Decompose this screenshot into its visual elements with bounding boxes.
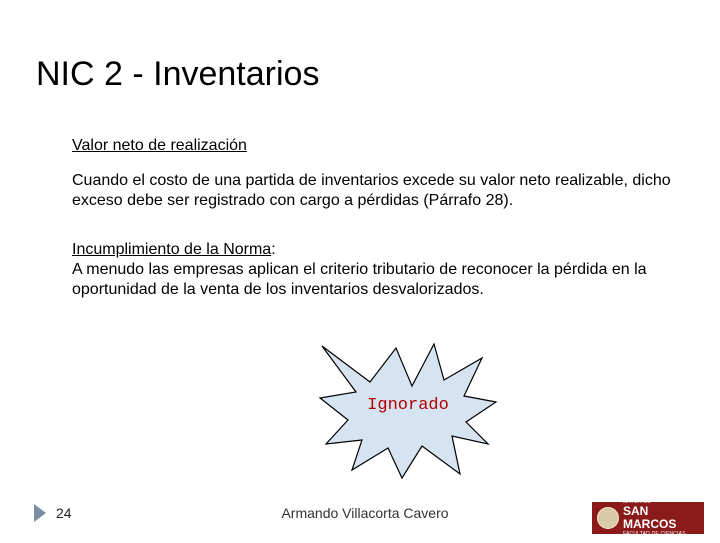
- footer-arrow-icon: [34, 504, 46, 522]
- slide-title: NIC 2 - Inventarios: [36, 55, 320, 93]
- seal-icon: [597, 507, 619, 529]
- university-logo: [592, 493, 704, 543]
- noncompliance-block: [72, 240, 712, 300]
- burst-label: Ignorado: [367, 396, 449, 415]
- logo-text: [623, 493, 704, 543]
- page-number: 24: [56, 505, 72, 521]
- noncompliance-colon: :: [271, 241, 276, 258]
- logo-small-bottom: FACULTAD DE CIENCIAS CONTABLES: [623, 531, 686, 543]
- logo-small-top: UNIVERSIDAD NACIONAL MAYOR DE: [623, 493, 688, 505]
- subheading: Valor neto de realización: [72, 137, 247, 154]
- author-name: Armando Villacorta Cavero: [281, 505, 449, 521]
- paragraph-tax-practice: A menudo las empresas aplican el criterio tributario de reconocer la pérdida en la oportunidad de la venta de los inventarios desvalorizados.: [72, 261, 647, 298]
- paragraph-nvr-rule: Cuando el costo de una partida de inventarios excede su valor neto realizable, dicho exceso debe ser registrado con cargo a pérdidas (Párrafo 28).: [72, 172, 671, 209]
- logo-big: SAN MARCOS: [623, 504, 677, 531]
- noncompliance-label: Incumplimiento de la Norma: [72, 241, 272, 258]
